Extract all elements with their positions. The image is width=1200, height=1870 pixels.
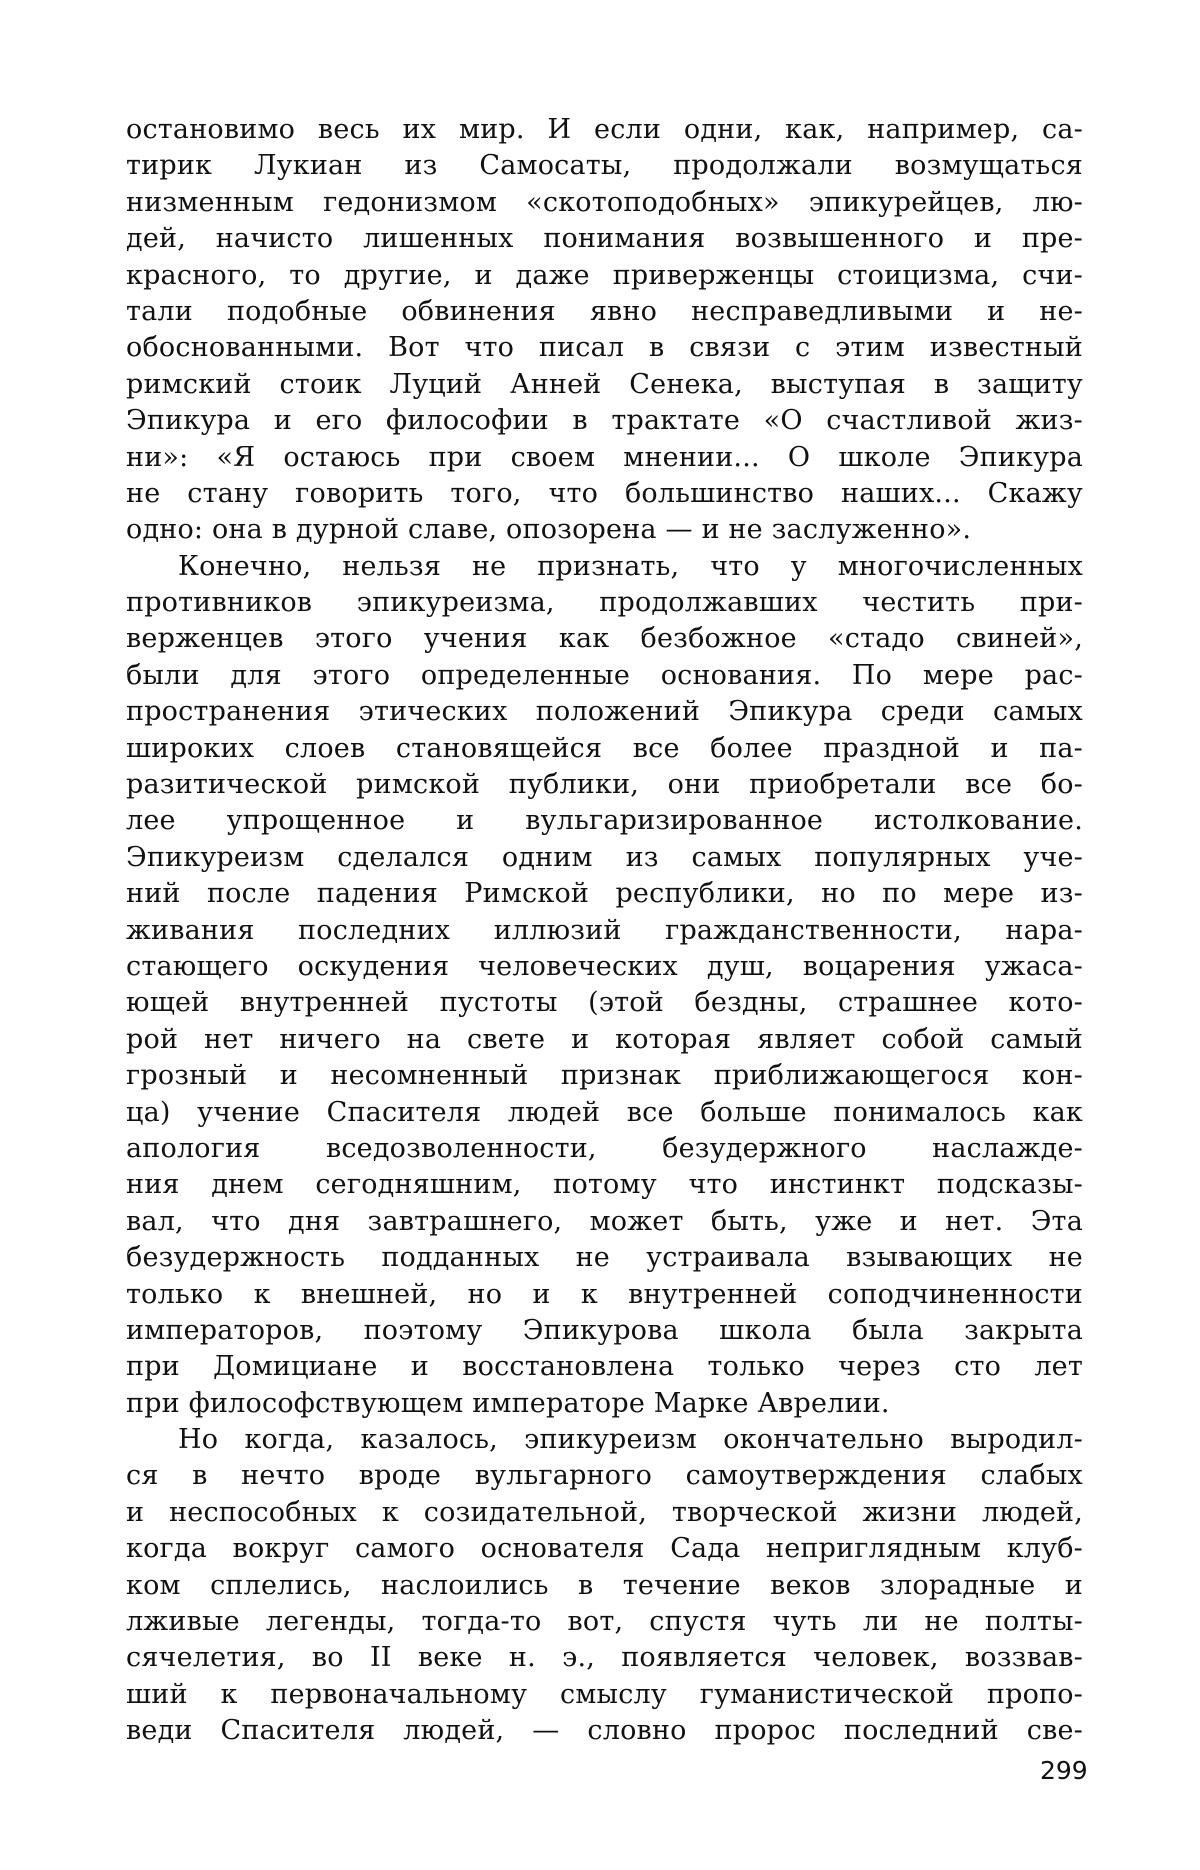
text-line: грозный и несомненный признак приближающегося кон-: [126, 1058, 1083, 1094]
text-line: при философствующем императоре Марке Аврелии.: [126, 1386, 1083, 1422]
text-line: Но когда, казалось, эпикуреизм окончательно выродил-: [126, 1422, 1083, 1458]
page-number: 299: [1040, 1756, 1085, 1785]
book-page: [0, 0, 1200, 1870]
text-line: только к внешней, но и к внутренней соподчиненности: [126, 1277, 1083, 1313]
text-line: сячелетия, во II веке н. э., появляется человек, воззвав-: [126, 1640, 1083, 1676]
text-line: ся в нечто вроде вульгарного самоутверждения слабых: [126, 1458, 1083, 1494]
text-line: Эпикура и его философии в трактате «О счастливой жиз-: [126, 403, 1083, 439]
text-line: широких слоев становящейся все более праздной и па-: [126, 731, 1083, 767]
text-line: веди Спасителя людей, — словно пророс последний све-: [126, 1713, 1083, 1749]
text-line: стающего оскудения человеческих душ, воцарения ужаса-: [126, 949, 1083, 985]
text-line: ющей внутренней пустоты (этой бездны, страшнее кото-: [126, 985, 1083, 1021]
text-line: красного, то другие, и даже приверженцы стоицизма, счи-: [126, 258, 1083, 294]
text-line: дей, начисто лишенных понимания возвышенного и пре-: [126, 221, 1083, 257]
text-line: и неспособных к созидательной, творческой жизни людей,: [126, 1495, 1083, 1531]
text-line: живания последних иллюзий гражданственности, нара-: [126, 913, 1083, 949]
text-line: ком сплелись, наслоились в течение веков злорадные и: [126, 1568, 1083, 1604]
text-line: противников эпикуреизма, продолжавших честить при-: [126, 585, 1083, 621]
text-line: обоснованными. Вот что писал в связи с этим известный: [126, 330, 1083, 366]
text-line: ца) учение Спасителя людей все больше понималось как: [126, 1095, 1083, 1131]
body-text: [126, 112, 1083, 1750]
text-line: Конечно, нельзя не признать, что у многочисленных: [126, 549, 1083, 585]
text-line: ни»: «Я остаюсь при своем мнении... О школе Эпикура: [126, 440, 1083, 476]
text-line: рой нет ничего на свете и которая являет собой самый: [126, 1022, 1083, 1058]
text-line: не стану говорить того, что большинство наших... Скажу: [126, 476, 1083, 512]
text-line: низменным гедонизмом «скотоподобных» эпикурейцев, лю-: [126, 185, 1083, 221]
text-line: остановимо весь их мир. И если одни, как, например, са-: [126, 112, 1083, 148]
text-line: были для этого определенные основания. По мере рас-: [126, 658, 1083, 694]
text-line: римский стоик Луций Анней Сенека, выступая в защиту: [126, 367, 1083, 403]
text-line: ний после падения Римской республики, но по мере из-: [126, 876, 1083, 912]
text-line: тирик Лукиан из Самосаты, продолжали возмущаться: [126, 148, 1083, 184]
text-line: пространения этических положений Эпикура среди самых: [126, 694, 1083, 730]
text-line: безудержность подданных не устраивала взывающих не: [126, 1240, 1083, 1276]
text-line: апология вседозволенности, безудержного наслажде-: [126, 1131, 1083, 1167]
text-line: вал, что дня завтрашнего, может быть, уже и нет. Эта: [126, 1204, 1083, 1240]
text-line: лживые легенды, тогда-то вот, спустя чуть ли не полты-: [126, 1604, 1083, 1640]
text-line: Эпикуреизм сделался одним из самых популярных уче-: [126, 840, 1083, 876]
text-line: верженцев этого учения как безбожное «стадо свиней»,: [126, 621, 1083, 657]
text-line: ший к первоначальному смыслу гуманистической пропо-: [126, 1677, 1083, 1713]
text-line: лее упрощенное и вульгаризированное истолкование.: [126, 803, 1083, 839]
text-line: одно: она в дурной славе, опозорена — и не заслуженно».: [126, 512, 1083, 548]
text-line: ния днем сегодняшним, потому что инстинкт подсказы-: [126, 1167, 1083, 1203]
text-line: когда вокруг самого основателя Сада неприглядным клуб-: [126, 1531, 1083, 1567]
text-line: императоров, поэтому Эпикурова школа была закрыта: [126, 1313, 1083, 1349]
text-line: разитической римской публики, они приобретали все бо-: [126, 767, 1083, 803]
text-line: при Домициане и восстановлена только через сто лет: [126, 1349, 1083, 1385]
text-line: тали подобные обвинения явно несправедливыми и не-: [126, 294, 1083, 330]
